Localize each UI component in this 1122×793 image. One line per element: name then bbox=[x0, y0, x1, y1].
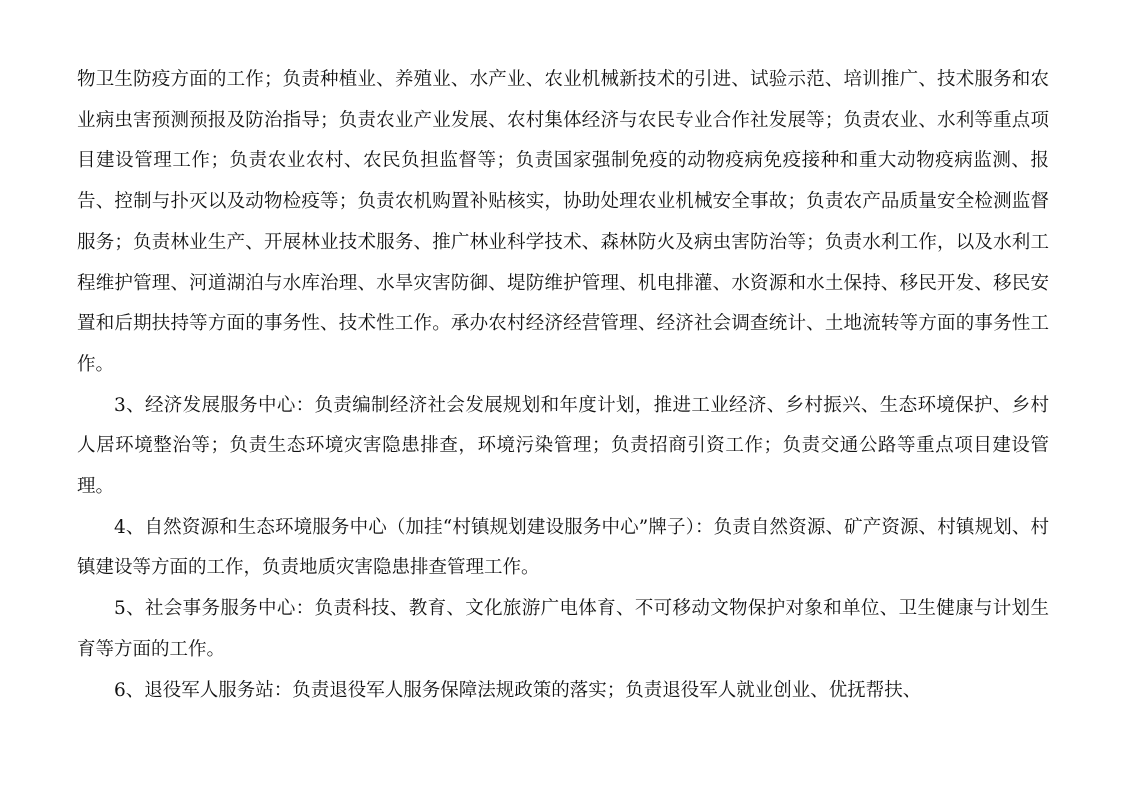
paragraph-agriculture-duties: 物卫生防疫方面的工作；负责种植业、养殖业、水产业、农业机械新技术的引进、试验示范、培训推广、技术服务和农业病虫害预测预报及防治指导；负责农业产业发展、农村集体经济与农民专业合作社发展等；负责农业、水利等重点项目建设管理工作；负责农业农村、农民负担监督等；负责国家强制免疫的动物疫病免疫接种和重大动物疫病监测、报告、控制与扑灭以及动物检疫等；负责农机购置补贴核实，协助处理农业机械安全事故；负责农产品质量安全检测监督服务；负责林业生产、开展林业技术服务、推广林业科学技术、森林防火及病虫害防治等；负责水利工作，以及水利工程维护管理、河道湖泊与水库治理、水旱灾害防御、堤防维护管理、机电排灌、水资源和水土保持、移民开发、移民安置和后期扶持等方面的事务性、技术性工作。承办农村经济经营管理、经济社会调查统计、土地流转等方面的事务性工作。 bbox=[77, 69, 1049, 375]
paragraph-economic-development-center: 3、经济发展服务中心：负责编制经济社会发展规划和年度计划，推进工业经济、乡村振兴、生态环境保护、乡村人居环境整治等；负责生态环境灾害隐患排查，环境污染管理；负责招商引资工作；负责交通公路等重点项目建设管理。 bbox=[77, 394, 1049, 498]
body-text bbox=[77, 60, 1049, 711]
paragraph-social-affairs-center: 5、社会事务服务中心：负责科技、教育、文化旅游广电体育、不可移动文物保护对象和单位、卫生健康与计划生育等方面的工作。 bbox=[77, 598, 1049, 660]
paragraph-natural-resources-center: 4、自然资源和生态环境服务中心（加挂“村镇规划建设服务中心”牌子）：负责自然资源、矿产资源、村镇规划、村镇建设等方面的工作，负责地质灾害隐患排查管理工作。 bbox=[77, 516, 1049, 579]
paragraph-veterans-service-station: 6、退役军人服务站：负责退役军人服务保障法规政策的落实；负责退役军人就业创业、优抚帮扶、 bbox=[114, 679, 922, 701]
